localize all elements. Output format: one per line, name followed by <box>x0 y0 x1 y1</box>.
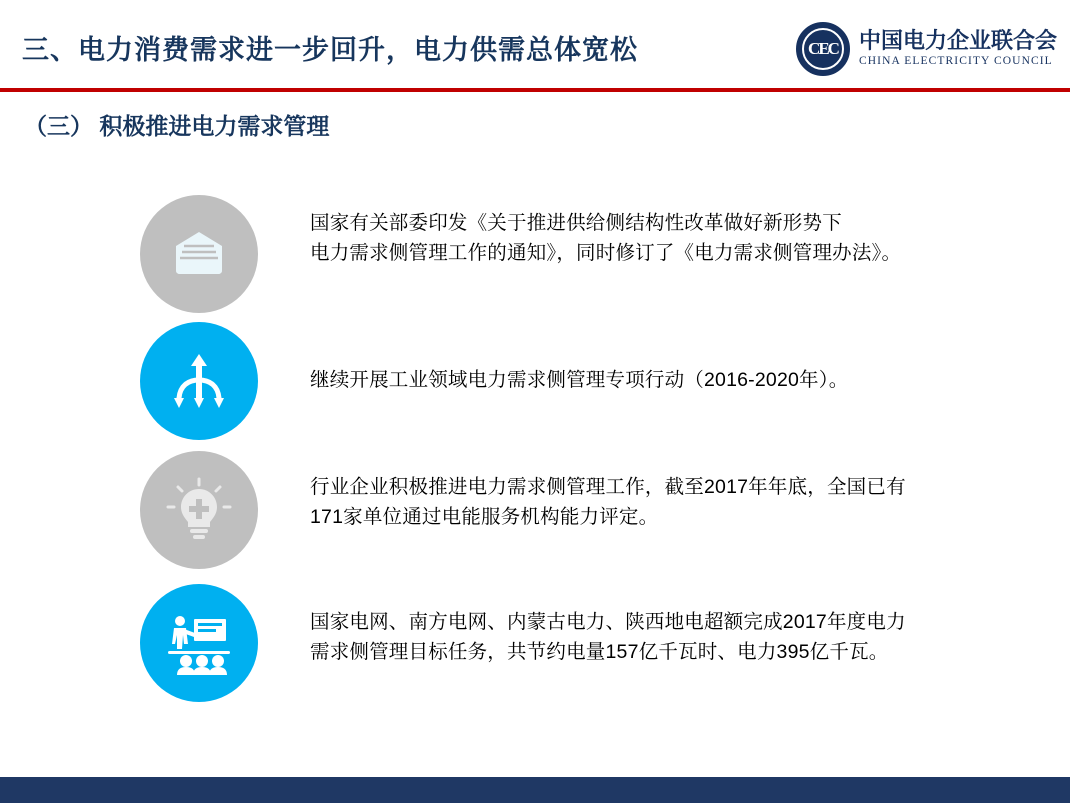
list-item <box>0 185 1070 318</box>
list-item <box>0 584 1070 717</box>
list-item-line: 171家单位通过电能服务机构能力评定。 <box>310 505 659 528</box>
list-item <box>0 451 1070 584</box>
slide-header <box>0 0 1070 90</box>
list-item-text-2 <box>310 366 1050 396</box>
list-item-line: 继续开展工业领域电力需求侧管理专项行动（2016-2020年）。 <box>310 369 849 391</box>
logo-name-en: CHINA ELECTRICITY COUNCIL <box>859 55 1053 68</box>
list-item-text-3 <box>310 473 1050 532</box>
bullet-list <box>0 185 1070 717</box>
logo-name-cn: 中国电力企业联合会 <box>859 28 1058 54</box>
bullet-icon-wrapper-4 <box>140 584 258 702</box>
footer-bar <box>0 777 1070 803</box>
list-item-text-1 <box>310 209 1050 268</box>
bullet-icon-wrapper-1 <box>140 195 258 313</box>
section-title: （三） 积极推进电力需求管理 <box>24 113 330 139</box>
industry-network-icon <box>140 322 258 440</box>
list-item-line: 需求侧管理目标任务，共节约电量157亿千瓦时、电力395亿千瓦。 <box>310 640 889 663</box>
list-item <box>0 318 1070 451</box>
lightbulb-idea-icon <box>140 451 258 569</box>
header-divider <box>0 88 1070 92</box>
list-item-line: 电力需求侧管理工作的通知》，同时修订了《电力需求侧管理办法》。 <box>310 241 902 264</box>
list-item-text-4 <box>310 608 1050 667</box>
list-item-line: 国家电网、南方电网、内蒙古电力、陕西地电超额完成2017年度电力 <box>310 611 906 633</box>
bullet-icon-wrapper-3 <box>140 451 258 569</box>
bullet-icon-wrapper-2 <box>140 322 258 440</box>
list-item-line: 行业企业积极推进电力需求侧管理工作，截至2017年年底，全国已有 <box>310 476 906 498</box>
cec-emblem-icon <box>796 22 850 76</box>
page-title: 三、电力消费需求进一步回升，电力供需总体宽松 <box>22 35 638 65</box>
list-item-line: 国家有关部委印发《关于推进供给侧结构性改革做好新形势下 <box>310 212 842 234</box>
organization-logo <box>796 18 1058 80</box>
cec-emblem-text: CEC <box>802 28 844 70</box>
presentation-team-icon <box>140 584 258 702</box>
logo-text-block <box>859 30 1057 68</box>
document-tray-icon <box>140 195 258 313</box>
